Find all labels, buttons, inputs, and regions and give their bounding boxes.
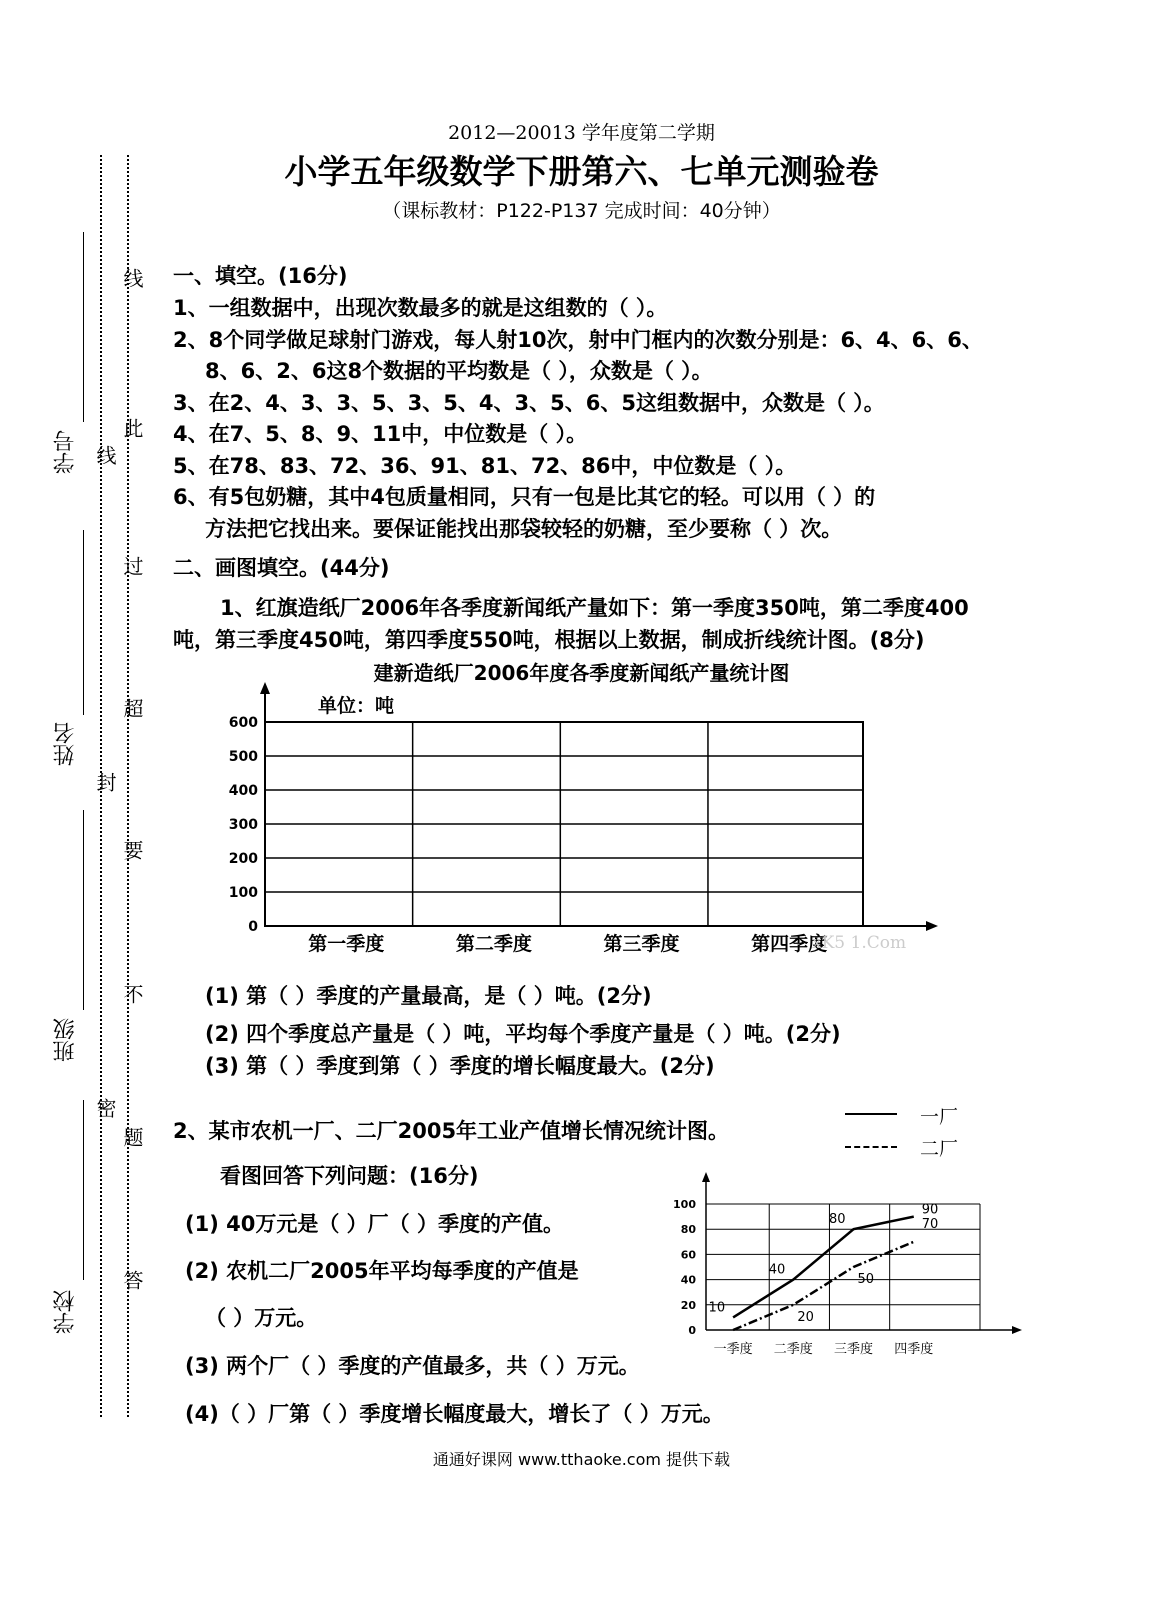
chart1-x-tick-label: 第一季度 bbox=[308, 933, 385, 955]
question-5: 5、在78、83、72、36、91、81、72、86中，中位数是（ ）。 bbox=[173, 454, 797, 478]
chart2-data-label: 80 bbox=[828, 1212, 846, 1228]
subquestion-2: (2) 四个季度总产量是（ ）吨，平均每个季度产量是（ ）吨。(2分) bbox=[205, 1022, 841, 1046]
chart1-unit-label: 单位：吨 bbox=[318, 695, 395, 717]
school-field[interactable] bbox=[83, 1100, 84, 1280]
dotted-line-inner bbox=[127, 155, 129, 1417]
subtitle: （课标教材：P122-P137 完成时间：40分钟） bbox=[382, 200, 781, 222]
seal-char: 线 bbox=[120, 268, 144, 288]
chart1-x-arrow bbox=[926, 921, 938, 931]
chart2-y-tick-label: 40 bbox=[680, 1273, 696, 1287]
section1-heading: 一、填空。(16分) bbox=[173, 264, 348, 288]
field-label-student-no: 学号 bbox=[53, 430, 78, 474]
problem-2-prompt: 看图回答下列问题：(16分) bbox=[220, 1164, 479, 1188]
field-label-name: 姓名 bbox=[53, 722, 78, 766]
subquestion-3: (3) 第（ ）季度到第（ ）季度的增长幅度最大。(2分) bbox=[205, 1054, 715, 1078]
chart2-data-label: 10 bbox=[708, 1300, 726, 1316]
chart2-x-tick-label: 一季度 bbox=[713, 1342, 753, 1357]
problem-1-cont: 吨，第三季度450吨，第四季度550吨，根据以上数据，制成折线统计图。(8分) bbox=[173, 628, 925, 652]
chart2-y-tick-label: 20 bbox=[680, 1298, 696, 1312]
chart1-title: 建新造纸厂2006年度各季度新闻纸产量统计图 bbox=[373, 661, 790, 685]
chart2-data-label: 40 bbox=[768, 1262, 786, 1278]
seal-char: 超 bbox=[120, 698, 144, 718]
seal-char: 不 bbox=[120, 984, 144, 1004]
chart2-data-label: 90 bbox=[921, 1202, 939, 1218]
chart1-y-tick-label: 100 bbox=[228, 885, 258, 901]
chart2-x-tick-label: 四季度 bbox=[894, 1342, 934, 1357]
chart1-x-tick-label: 第三季度 bbox=[603, 933, 680, 955]
field-label-class: 班级 bbox=[53, 1018, 78, 1062]
subquestion-1: (1) 第（ ）季度的产量最高，是（ ）吨。(2分) bbox=[205, 984, 652, 1008]
problem-1: 1、红旗造纸厂2006年各季度新闻纸产量如下：第一季度350吨，第二季度400 bbox=[220, 596, 969, 620]
term-label: 2012—20013 学年度第二学期 bbox=[448, 122, 715, 144]
p2-question-3: (3) 两个厂（ ）季度的产值最多，共（ ）万元。 bbox=[185, 1354, 640, 1378]
chart1-y-arrow bbox=[260, 682, 270, 694]
page-title: 小学五年级数学下册第六、七单元测验卷 bbox=[284, 152, 879, 191]
chart1-y-tick-label: 500 bbox=[228, 749, 258, 765]
seal-inner-char: 线 bbox=[93, 445, 117, 465]
chart1-y-tick-label: 400 bbox=[228, 783, 258, 799]
chart1-y-tick-label: 200 bbox=[228, 851, 258, 867]
question-4: 4、在7、5、8、9、11中，中位数是（ ）。 bbox=[173, 422, 588, 446]
seal-inner-char: 密 bbox=[93, 1098, 117, 1118]
chart2-data-label: 20 bbox=[797, 1309, 814, 1325]
chart1-y-tick-label: 0 bbox=[248, 919, 258, 935]
legend-line-dashed bbox=[845, 1146, 897, 1148]
field-label-school: 学校 bbox=[53, 1290, 78, 1334]
question-6-cont: 方法把它找出来。要保证能找出那袋较轻的奶糖，至少要称（ ）次。 bbox=[205, 517, 843, 541]
legend-label-two: 二厂 bbox=[920, 1138, 959, 1160]
legend-label-one: 一厂 bbox=[920, 1106, 959, 1128]
legend-line-solid bbox=[845, 1113, 897, 1115]
chart2-y-tick-label: 0 bbox=[688, 1324, 696, 1337]
chart1-y-tick-label: 600 bbox=[228, 715, 258, 731]
chart2-x-arrow bbox=[1012, 1326, 1022, 1334]
chart2-svg bbox=[670, 1170, 1030, 1370]
chart2-y-tick-label: 100 bbox=[673, 1198, 696, 1211]
seal-char: 题 bbox=[120, 1127, 144, 1147]
question-6: 6、有5包奶糖，其中4包质量相同，只有一包是比其它的轻。可以用（ ）的 bbox=[173, 485, 876, 509]
class-field[interactable] bbox=[83, 810, 84, 1010]
chart2-data-label: 70 bbox=[921, 1216, 939, 1232]
question-2-cont: 8、6、2、6这8个数据的平均数是（ ），众数是（ ）。 bbox=[205, 359, 713, 383]
footer: 通通好课网 www.tthaoke.com 提供下载 bbox=[432, 1450, 731, 1469]
question-1: 1、一组数据中，出现次数最多的就是这组数的（ ）。 bbox=[173, 296, 668, 320]
p2-question-2-cont: （ ）万元。 bbox=[205, 1306, 318, 1330]
chart1-x-tick-label: 第四季度 bbox=[751, 933, 828, 955]
question-2: 2、8个同学做足球射门游戏，每人射10次，射中门框内的次数分别是：6、4、6、6、 bbox=[173, 328, 983, 352]
seal-char: 要 bbox=[120, 840, 144, 860]
chart2-series-line bbox=[733, 1217, 914, 1318]
problem-2: 2、某市农机一厂、二厂2005年工业产值增长情况统计图。 bbox=[173, 1119, 730, 1143]
chart2-y-tick-label: 80 bbox=[680, 1223, 696, 1237]
chart1-y-tick-label: 300 bbox=[228, 817, 258, 833]
seal-char: 此 bbox=[120, 418, 144, 438]
question-3: 3、在2、4、3、3、5、3、5、4、3、5、6、5这组数据中，众数是（ ）。 bbox=[173, 391, 885, 415]
chart2-y-arrow bbox=[702, 1172, 710, 1182]
chart2-x-tick-label: 三季度 bbox=[834, 1342, 874, 1357]
name-field[interactable] bbox=[83, 530, 84, 715]
chart2-x-tick-label: 二季度 bbox=[773, 1342, 813, 1357]
seal-inner-char: 封 bbox=[93, 772, 117, 792]
chart2-data-label: 50 bbox=[857, 1272, 875, 1287]
student-no-field[interactable] bbox=[83, 232, 84, 422]
chart1-x-tick-label: 第二季度 bbox=[455, 933, 532, 955]
seal-char: 过 bbox=[120, 556, 144, 576]
section2-heading: 二、画图填空。(44分) bbox=[173, 556, 390, 580]
chart2-y-tick-label: 60 bbox=[680, 1248, 696, 1262]
seal-char: 答 bbox=[120, 1270, 144, 1290]
p2-question-4: (4)（ ）厂第（ ）季度增长幅度最大，增长了（ ）万元。 bbox=[185, 1402, 724, 1426]
watermark: xK5 1.Com bbox=[812, 933, 907, 953]
chart1-svg bbox=[200, 680, 960, 960]
p2-question-2: (2) 农机二厂2005年平均每季度的产值是 bbox=[185, 1259, 579, 1283]
p2-question-1: (1) 40万元是（ ）厂（ ）季度的产值。 bbox=[185, 1212, 564, 1236]
